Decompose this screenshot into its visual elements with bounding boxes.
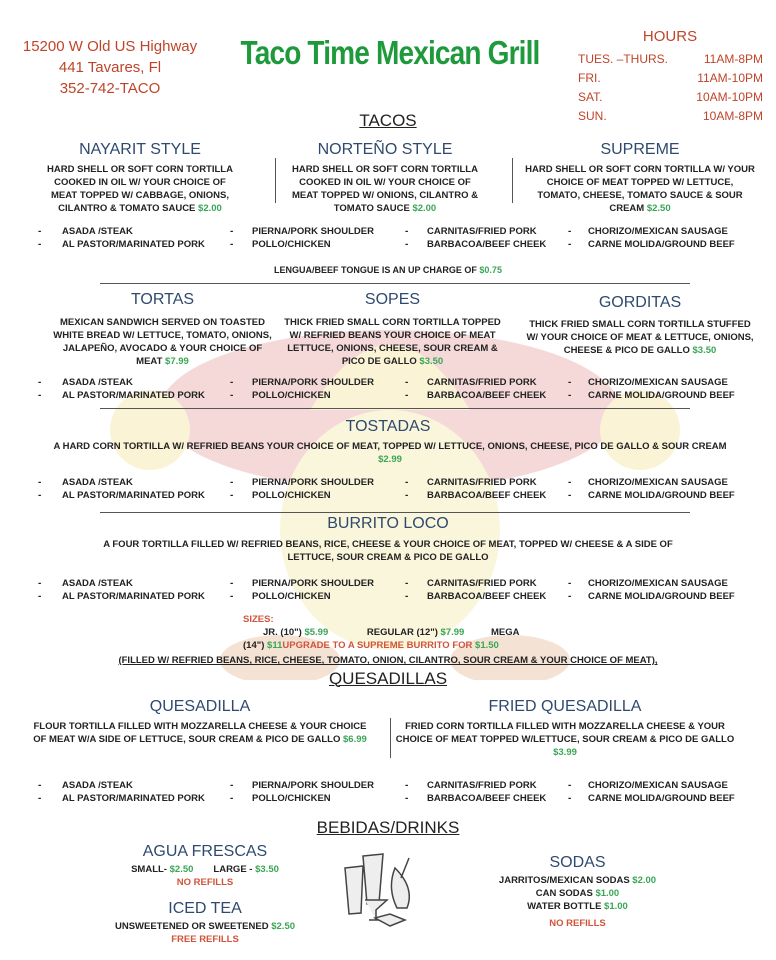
price: $3.99 — [553, 747, 577, 758]
meat-option: ASADA /STEAK — [62, 226, 133, 237]
tostadas-description — [40, 440, 740, 466]
burrito-sizes — [263, 626, 519, 639]
hours-row — [578, 52, 763, 66]
desc: HARD SHELL OR SOFT CORN TORTILLA COOKED IN OIL W/ YOUR CHOICE OF MEAT TOPPED W/ ONIONS, CILANTRO & TOMATO SAUCE — [292, 164, 478, 214]
divider — [100, 512, 690, 513]
menu-item-description — [280, 316, 505, 368]
label: CAN SODAS — [535, 888, 593, 899]
price: $3.50 — [255, 864, 279, 875]
bullet-dash: - — [230, 591, 234, 602]
menu-item-heading: NAYARIT STYLE — [79, 141, 201, 158]
divider — [100, 408, 690, 409]
menu-item-description — [285, 163, 485, 215]
refill-note: NO REFILLS — [176, 877, 234, 888]
menu-item-heading: GORDITAS — [598, 294, 682, 311]
meat-option: BARBACOA/BEEF CHEEK — [427, 390, 547, 401]
bullet-dash: - — [38, 377, 42, 388]
meat-option: BARBACOA/BEEF CHEEK — [427, 591, 547, 602]
meat-option: AL PASTOR/MARINATED PORK — [62, 793, 205, 804]
meat-option: BARBACOA/BEEF CHEEK — [427, 490, 547, 501]
bullet-dash: - — [38, 591, 42, 602]
menu-item-description — [40, 163, 240, 215]
price: $6.99 — [343, 734, 367, 745]
meat-option: CARNITAS/FRIED PORK — [427, 226, 537, 237]
price: $2.00 — [412, 203, 437, 214]
desc: FLOUR TORTILLA FILLED WITH MOZZARELLA CHEESE & YOUR CHOICE OF MEAT W/A SIDE OF LETTUCE, SOUR CREAM & PICO DE GALLO — [33, 721, 367, 745]
size-regular: REGULAR (12") — [366, 627, 438, 638]
meat-option: CHORIZO/MEXICAN SAUSAGE — [588, 780, 728, 791]
section-drinks: BEBIDAS/DRINKS — [316, 818, 460, 837]
restaurant-address — [10, 36, 210, 99]
meat-option: CARNE MOLIDA/GROUND BEEF — [588, 390, 735, 401]
bullet-dash: - — [568, 578, 572, 589]
meat-option: AL PASTOR/MARINATED PORK — [62, 390, 205, 401]
hours-day: SUN. — [578, 109, 607, 123]
bullet-dash: - — [38, 793, 42, 804]
size-mega: MEGA — [490, 627, 520, 638]
price: $2.00 — [198, 203, 222, 214]
meat-option: POLLO/CHICKEN — [252, 591, 331, 602]
soda-item — [480, 887, 675, 900]
iced-tea-heading: ICED TEA — [168, 900, 242, 917]
price: $3.50 — [419, 356, 444, 367]
meat-option: ASADA /STEAK — [62, 377, 133, 388]
bullet-dash: - — [568, 226, 572, 237]
mega-upgrade — [243, 639, 499, 652]
menu-item-description — [525, 318, 755, 357]
hours-time: 10AM-10PM — [696, 90, 763, 104]
bullet-dash: - — [405, 239, 409, 250]
desc: HARD SHELL OR SOFT CORN TORTILLA COOKED IN OIL W/ YOUR CHOICE OF MEAT TOPPED W/ CABBAGE, ONIONS, CILANTRO & TOMATO SAUCE — [47, 164, 233, 214]
meat-option: ASADA /STEAK — [62, 780, 133, 791]
price: $7.99 — [440, 627, 465, 638]
size: LARGE - — [213, 864, 253, 875]
bullet-dash: - — [405, 793, 409, 804]
agua-frescas-prices — [105, 863, 305, 889]
section-tacos: TACOS — [359, 111, 417, 130]
tostadas-heading: TOSTADAS — [345, 418, 431, 435]
meat-option: CARNE MOLIDA/GROUND BEEF — [588, 591, 735, 602]
menu-item-description — [30, 720, 370, 746]
refill-note: NO REFILLS — [549, 918, 606, 929]
bullet-dash: - — [38, 226, 42, 237]
price: $7.99 — [165, 356, 189, 367]
agua-frescas-heading: AGUA FRESCAS — [142, 843, 268, 860]
hours-row — [578, 109, 763, 123]
desc: THICK FRIED SMALL CORN TORTILLA STUFFED W/ YOUR CHOICE OF MEAT & LETTUCE, ONIONS, CHEESE & PICO DE GALLO — [526, 319, 754, 356]
meat-option: CHORIZO/MEXICAN SAUSAGE — [588, 578, 728, 589]
price: $2.50 — [169, 864, 194, 875]
mega-size: (14") — [243, 640, 265, 651]
soda-item — [480, 874, 675, 887]
meat-option: CARNE MOLIDA/GROUND BEEF — [588, 490, 735, 501]
bullet-dash: - — [230, 780, 234, 791]
divider — [275, 158, 276, 203]
bullet-dash: - — [230, 477, 234, 488]
price: $2.00 — [632, 875, 657, 886]
bullet-dash: - — [568, 490, 572, 501]
hours-row — [578, 90, 763, 104]
price: $2.99 — [378, 454, 402, 465]
hours-time: 10AM-8PM — [702, 109, 763, 123]
sodas-heading: SODAS — [549, 854, 606, 871]
meat-option: PIERNA/PORK SHOULDER — [252, 780, 374, 791]
menu-item-heading: FRIED QUESADILLA — [488, 698, 642, 715]
desc: FRIED CORN TORTILLA FILLED WITH MOZZARELLA CHEESE & YOUR CHOICE OF MEAT TOPPED W/LETTUCE, SOUR CREAM & PICO DE GALLO — [395, 721, 735, 745]
meat-option: CHORIZO/MEXICAN SAUSAGE — [588, 377, 728, 388]
meat-option: CARNITAS/FRIED PORK — [427, 578, 537, 589]
meat-option: CHORIZO/MEXICAN SAUSAGE — [588, 477, 728, 488]
price: $1.50 — [475, 640, 499, 651]
desc: A HARD CORN TORTILLA W/ REFRIED BEANS YOUR CHOICE OF MEAT, TOPPED W/ LETTUCE, ONIONS, CHEESE, PICO DE GALLO & SOUR CREAM — [53, 441, 727, 452]
bullet-dash: - — [568, 390, 572, 401]
bullet-dash: - — [405, 477, 409, 488]
meat-option: AL PASTOR/MARINATED PORK — [62, 591, 205, 602]
hours-heading: HOURS — [642, 28, 698, 45]
divider — [100, 283, 690, 284]
desc: THICK FRIED SMALL CORN TORTILLA TOPPED W/ REFRIED BEANS YOUR CHOICE OF MEAT LETTUCE, ONIONS, CHEESE, SOUR CREAM & PICO DE GALLO — [284, 317, 501, 367]
price: $2.50 — [271, 921, 296, 932]
price: $5.99 — [304, 627, 329, 638]
burrito-filling: (FILLED W/ REFRIED BEANS, RICE, CHEESE, TOMATO, ONION, CILANTRO, SOUR CREAM & YOUR CHOICE OF MEAT), — [118, 655, 658, 666]
bullet-dash: - — [568, 239, 572, 250]
meat-option: CARNITAS/FRIED PORK — [427, 377, 537, 388]
bullet-dash: - — [405, 490, 409, 501]
hours-time: 11AM-10PM — [697, 71, 763, 85]
refill-note: FREE REFILLS — [171, 934, 239, 945]
bullet-dash: - — [38, 390, 42, 401]
upgrade-text: UPGRADE TO A SUPREME BURRITO FOR — [282, 640, 473, 651]
burrito-heading: BURRITO LOCO — [327, 515, 449, 532]
desc: MEXICAN SANDWICH SERVED ON TOASTED WHITE BREAD W/ LETTUCE, TOMATO, ONIONS, JALAPEÑO, AVOCADO & YOUR CHOICE OF MEAT — [53, 317, 272, 367]
bullet-dash: - — [230, 377, 234, 388]
sodas-list — [480, 874, 675, 930]
phone-number: 352-742-TACO — [59, 80, 161, 97]
meat-option: POLLO/CHICKEN — [252, 490, 331, 501]
meat-option: POLLO/CHICKEN — [252, 239, 331, 250]
address-line: 15200 W Old US Highway — [22, 38, 198, 55]
price: $1.00 — [595, 888, 620, 899]
bullet-dash: - — [38, 780, 42, 791]
hours-row — [578, 71, 763, 85]
menu-item-description — [395, 720, 735, 759]
meat-option: CARNITAS/FRIED PORK — [427, 780, 537, 791]
meat-option: ASADA /STEAK — [62, 578, 133, 589]
meat-option: POLLO/CHICKEN — [252, 793, 331, 804]
lengua-upcharge — [0, 264, 776, 277]
bullet-dash: - — [405, 591, 409, 602]
meat-option: BARBACOA/BEEF CHEEK — [427, 239, 547, 250]
menu-item-description — [525, 163, 755, 215]
section-quesadillas: QUESADILLAS — [328, 669, 448, 688]
meat-option: AL PASTOR/MARINATED PORK — [62, 239, 205, 250]
meat-option: CARNE MOLIDA/GROUND BEEF — [588, 793, 735, 804]
desc: UNSWEETENED OR SWEETENED — [114, 921, 269, 932]
bullet-dash: - — [405, 226, 409, 237]
meat-option: BARBACOA/BEEF CHEEK — [427, 793, 547, 804]
meat-option: PIERNA/PORK SHOULDER — [252, 226, 374, 237]
bullet-dash: - — [568, 377, 572, 388]
divider — [390, 718, 391, 758]
hours-day: FRI. — [578, 71, 601, 85]
hours-day: TUES. –THURS. — [578, 52, 669, 66]
bullet-dash: - — [405, 578, 409, 589]
meat-option: CHORIZO/MEXICAN SAUSAGE — [588, 226, 728, 237]
soda-item — [480, 900, 675, 913]
meat-option: ASADA /STEAK — [62, 477, 133, 488]
bullet-dash: - — [568, 477, 572, 488]
address-city: 441 Tavares, Fl — [58, 59, 162, 76]
bullet-dash: - — [230, 390, 234, 401]
iced-tea-prices — [80, 920, 330, 946]
meat-option: PIERNA/PORK SHOULDER — [252, 578, 374, 589]
drinks-glasses-icon — [335, 848, 435, 928]
bullet-dash: - — [230, 578, 234, 589]
menu-item-heading: TORTAS — [130, 291, 195, 308]
bullet-dash: - — [230, 226, 234, 237]
price: $3.50 — [692, 345, 717, 356]
sizes-label: SIZES: — [243, 614, 274, 625]
desc: HARD SHELL OR SOFT CORN TORTILLA W/ YOUR CHOICE OF MEAT TOPPED W/ LETTUCE, TOMATO, CHEESE, TOMATO SAUCE & SOUR CREAM — [525, 164, 755, 214]
bullet-dash: - — [38, 477, 42, 488]
bullet-dash: - — [230, 793, 234, 804]
menu-item-heading: QUESADILLA — [149, 698, 251, 715]
price: $1.00 — [604, 901, 628, 912]
menu-item-heading: SUPREME — [600, 141, 680, 158]
meat-option: POLLO/CHICKEN — [252, 390, 331, 401]
hours-time: 11AM-8PM — [703, 52, 763, 66]
size-jr: JR. (10") — [263, 627, 302, 638]
bullet-dash: - — [38, 578, 42, 589]
menu-item-heading: NORTEÑO STYLE — [317, 141, 453, 158]
menu-item-description — [50, 316, 275, 368]
upcharge-price: $0.75 — [479, 265, 502, 275]
restaurant-title: Taco Time Mexican Grill — [240, 34, 540, 71]
bullet-dash: - — [568, 780, 572, 791]
meat-option: AL PASTOR/MARINATED PORK — [62, 490, 205, 501]
burrito-description: A FOUR TORTILLA FILLED W/ REFRIED BEANS, RICE, CHEESE & YOUR CHOICE OF MEAT, TOPPED W/ CHEESE & A SIDE OF LETTUCE, SOUR CREAM & PICO DE GALLO — [103, 539, 673, 563]
meat-option: CARNE MOLIDA/GROUND BEEF — [588, 239, 735, 250]
divider — [512, 158, 513, 203]
upcharge-text: LENGUA/BEEF TONGUE IS AN UP CHARGE OF — [274, 265, 477, 275]
price: $11 — [267, 640, 283, 651]
bullet-dash: - — [568, 591, 572, 602]
bullet-dash: - — [230, 490, 234, 501]
bullet-dash: - — [230, 239, 234, 250]
label: JARRITOS/MEXICAN SODAS — [498, 875, 630, 886]
price: $2.50 — [646, 203, 671, 214]
meat-option: PIERNA/PORK SHOULDER — [252, 377, 374, 388]
bullet-dash: - — [38, 490, 42, 501]
label: WATER BOTTLE — [527, 901, 602, 912]
meat-option: CARNITAS/FRIED PORK — [427, 477, 537, 488]
size: SMALL- — [131, 864, 167, 875]
bullet-dash: - — [405, 390, 409, 401]
bullet-dash: - — [405, 377, 409, 388]
bullet-dash: - — [405, 780, 409, 791]
meat-option: PIERNA/PORK SHOULDER — [252, 477, 374, 488]
hours-day: SAT. — [578, 90, 603, 104]
menu-item-heading: SOPES — [364, 291, 421, 308]
bullet-dash: - — [568, 793, 572, 804]
bullet-dash: - — [38, 239, 42, 250]
